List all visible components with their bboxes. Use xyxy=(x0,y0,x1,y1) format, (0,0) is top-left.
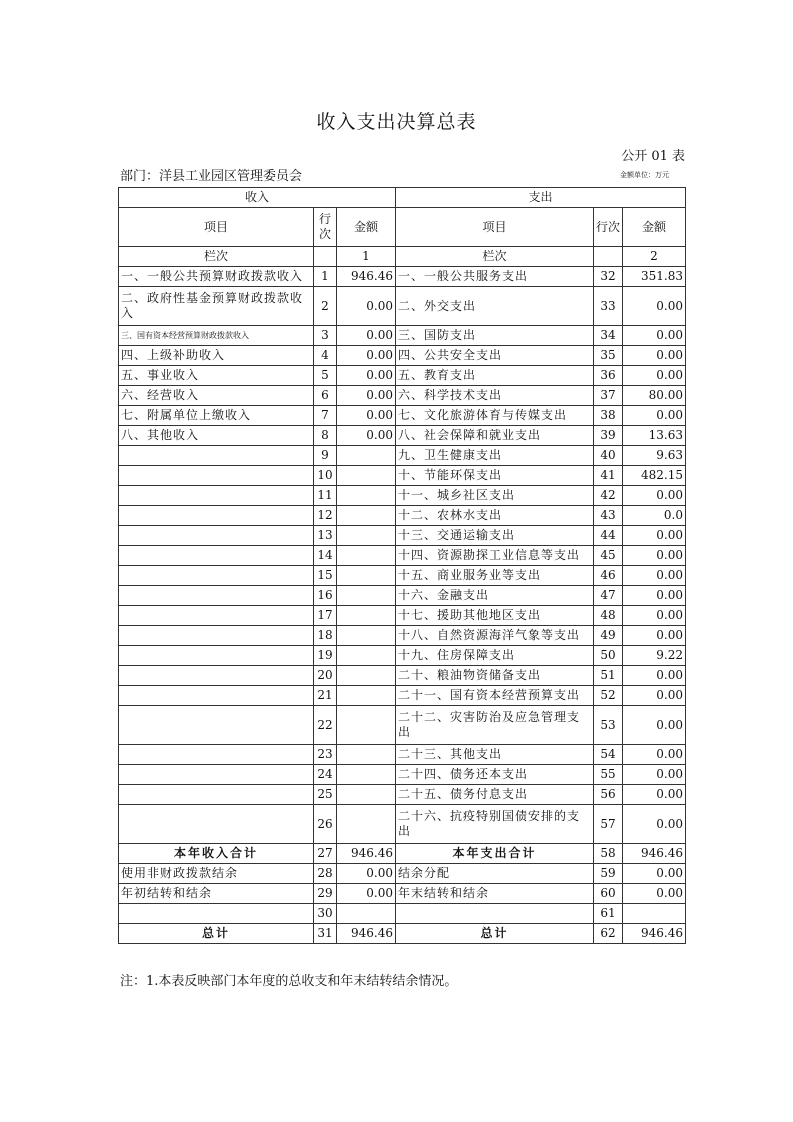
expense-amount: 946.46 xyxy=(623,924,686,944)
table-row xyxy=(119,706,686,745)
expense-line-number: 37 xyxy=(594,386,623,406)
income-line-number: 25 xyxy=(314,785,337,805)
expense-line-number: 34 xyxy=(594,326,623,346)
income-line-number: 19 xyxy=(314,646,337,666)
expense-item-name: 十九、住房保障支出 xyxy=(396,646,594,666)
expense-item-name: 三、国防支出 xyxy=(396,326,594,346)
income-amount xyxy=(337,646,396,666)
expense-amount: 9.63 xyxy=(623,446,686,466)
expense-item-name: 七、文化旅游体育与传媒支出 xyxy=(396,406,594,426)
expense-item-name: 六、科学技术支出 xyxy=(396,386,594,406)
expense-line-number: 58 xyxy=(594,844,623,864)
income-amount xyxy=(337,745,396,765)
expense-item-name: 十七、援助其他地区支出 xyxy=(396,606,594,626)
expense-line-number: 59 xyxy=(594,864,623,884)
expense-item-name: 二十六、抗疫特别国债安排的支出 xyxy=(396,805,594,844)
column-number-row xyxy=(119,247,686,267)
income-amount xyxy=(337,586,396,606)
expense-item-name: 十二、农林水支出 xyxy=(396,506,594,526)
income-line-number: 9 xyxy=(314,446,337,466)
table-row xyxy=(119,426,686,446)
income-line-number: 23 xyxy=(314,745,337,765)
income-item-name xyxy=(119,466,314,486)
income-amount xyxy=(337,606,396,626)
expense-line-number: 32 xyxy=(594,267,623,287)
table-row xyxy=(119,864,686,884)
expense-amount xyxy=(623,904,686,924)
income-item-name: 年初结转和结余 xyxy=(119,884,314,904)
income-line-number: 13 xyxy=(314,526,337,546)
page-title: 收入支出决算总表 xyxy=(316,111,477,133)
expense-line-number: 45 xyxy=(594,546,623,566)
table-row xyxy=(119,366,686,386)
empty-cell xyxy=(314,247,337,267)
expense-amount: 0.00 xyxy=(623,785,686,805)
income-line-number: 18 xyxy=(314,626,337,646)
income-amount xyxy=(337,446,396,466)
income-line-number: 30 xyxy=(314,904,337,924)
column-number: 1 xyxy=(337,247,396,267)
expense-amount-header: 金额 xyxy=(623,208,686,247)
income-line-number: 15 xyxy=(314,566,337,586)
income-item-header: 项目 xyxy=(119,208,314,247)
expense-item-name: 十六、金融支出 xyxy=(396,586,594,606)
income-amount xyxy=(337,666,396,686)
expense-item-name: 本年支出合计 xyxy=(396,844,594,864)
income-line-number: 16 xyxy=(314,586,337,606)
table-row xyxy=(119,785,686,805)
income-amount xyxy=(337,626,396,646)
income-amount: 0.00 xyxy=(337,287,396,326)
income-item-name xyxy=(119,446,314,466)
expense-amount: 482.15 xyxy=(623,466,686,486)
income-amount xyxy=(337,546,396,566)
table-row xyxy=(119,686,686,706)
expense-amount: 0.00 xyxy=(623,526,686,546)
income-amount: 0.00 xyxy=(337,426,396,446)
expense-line-number: 40 xyxy=(594,446,623,466)
table-row xyxy=(119,486,686,506)
expense-amount: 0.00 xyxy=(623,666,686,686)
income-item-name xyxy=(119,626,314,646)
expense-item-name: 十、节能环保支出 xyxy=(396,466,594,486)
expense-line-number: 61 xyxy=(594,904,623,924)
income-amount: 946.46 xyxy=(337,267,396,287)
income-item-name xyxy=(119,785,314,805)
expense-item-name: 结余分配 xyxy=(396,864,594,884)
expense-line-number: 62 xyxy=(594,924,623,944)
income-item-name: 四、上级补助收入 xyxy=(119,346,314,366)
expense-item-name: 五、教育支出 xyxy=(396,366,594,386)
income-amount: 0.00 xyxy=(337,406,396,426)
expense-item-header: 项目 xyxy=(396,208,594,247)
table-row xyxy=(119,805,686,844)
income-line-number: 27 xyxy=(314,844,337,864)
income-line-number: 20 xyxy=(314,666,337,686)
income-item-name xyxy=(119,904,314,924)
income-amount xyxy=(337,785,396,805)
expense-item-name: 二、外交支出 xyxy=(396,287,594,326)
income-item-name xyxy=(119,646,314,666)
income-line-number: 2 xyxy=(314,287,337,326)
expense-line-number: 41 xyxy=(594,466,623,486)
expense-line-number: 54 xyxy=(594,745,623,765)
expense-item-name: 九、卫生健康支出 xyxy=(396,446,594,466)
column-number: 2 xyxy=(623,247,686,267)
expense-line-number: 57 xyxy=(594,805,623,844)
table-row xyxy=(119,765,686,785)
expense-line-number: 38 xyxy=(594,406,623,426)
income-item-name xyxy=(119,805,314,844)
expense-item-name: 八、社会保障和就业支出 xyxy=(396,426,594,446)
income-line-number: 22 xyxy=(314,706,337,745)
income-item-name xyxy=(119,745,314,765)
expense-item-name: 二十三、其他支出 xyxy=(396,745,594,765)
expense-amount: 0.00 xyxy=(623,686,686,706)
income-item-name: 一、一般公共预算财政拨款收入 xyxy=(119,267,314,287)
expense-item-name: 二十五、债务付息支出 xyxy=(396,785,594,805)
table-row xyxy=(119,326,686,346)
expense-item-name: 二十四、债务还本支出 xyxy=(396,765,594,785)
total-row xyxy=(119,924,686,944)
expense-line-number: 47 xyxy=(594,586,623,606)
expense-line-number: 43 xyxy=(594,506,623,526)
income-amount xyxy=(337,566,396,586)
income-item-name xyxy=(119,686,314,706)
table-row xyxy=(119,884,686,904)
expense-line-number: 50 xyxy=(594,646,623,666)
footnote: 注：1.本表反映部门本年度的总收支和年末结转结余情况。 xyxy=(120,974,458,989)
income-line-header: 行次 xyxy=(314,208,337,247)
table-row xyxy=(119,904,686,924)
expense-amount: 0.00 xyxy=(623,366,686,386)
income-item-name: 八、其他收入 xyxy=(119,426,314,446)
income-amount: 0.00 xyxy=(337,884,396,904)
expense-item-name xyxy=(396,904,594,924)
expense-amount: 351.83 xyxy=(623,267,686,287)
income-amount: 0.00 xyxy=(337,864,396,884)
income-item-name xyxy=(119,666,314,686)
table-row xyxy=(119,466,686,486)
income-item-name xyxy=(119,526,314,546)
table-row xyxy=(119,606,686,626)
expense-amount: 80.00 xyxy=(623,386,686,406)
income-line-number: 7 xyxy=(314,406,337,426)
expense-item-name: 二十二、灾害防治及应急管理支出 xyxy=(396,706,594,745)
table-row xyxy=(119,386,686,406)
expense-item-name: 年末结转和结余 xyxy=(396,884,594,904)
table-row xyxy=(119,446,686,466)
income-line-number: 28 xyxy=(314,864,337,884)
income-amount: 0.00 xyxy=(337,326,396,346)
subtotal-row xyxy=(119,844,686,864)
table-row xyxy=(119,566,686,586)
table-row xyxy=(119,506,686,526)
table-row xyxy=(119,745,686,765)
income-line-number: 12 xyxy=(314,506,337,526)
income-item-name xyxy=(119,486,314,506)
income-item-name: 五、事业收入 xyxy=(119,366,314,386)
income-amount: 946.46 xyxy=(337,844,396,864)
income-item-name: 二、政府性基金预算财政拨款收入 xyxy=(119,287,314,326)
expense-amount: 0.00 xyxy=(623,864,686,884)
expense-line-number: 52 xyxy=(594,686,623,706)
expense-amount: 0.00 xyxy=(623,884,686,904)
income-item-name xyxy=(119,566,314,586)
table-row xyxy=(119,346,686,366)
table-row xyxy=(119,666,686,686)
income-line-number: 10 xyxy=(314,466,337,486)
income-line-number: 5 xyxy=(314,366,337,386)
expense-item-name: 二十一、国有资本经营预算支出 xyxy=(396,686,594,706)
table-row xyxy=(119,267,686,287)
income-line-number: 29 xyxy=(314,884,337,904)
expense-item-name: 十八、自然资源海洋气象等支出 xyxy=(396,626,594,646)
income-amount: 0.00 xyxy=(337,366,396,386)
income-line-number: 4 xyxy=(314,346,337,366)
expense-amount: 0.00 xyxy=(623,805,686,844)
empty-cell xyxy=(594,247,623,267)
income-item-name: 使用非财政拨款结余 xyxy=(119,864,314,884)
expense-section-header: 支出 xyxy=(396,188,686,208)
income-item-name: 总计 xyxy=(119,924,314,944)
expense-amount: 946.46 xyxy=(623,844,686,864)
column-header-row xyxy=(119,208,686,247)
income-line-number: 14 xyxy=(314,546,337,566)
expense-amount: 0.0 xyxy=(623,506,686,526)
income-amount xyxy=(337,805,396,844)
expense-line-number: 46 xyxy=(594,566,623,586)
expense-item-name: 十三、交通运输支出 xyxy=(396,526,594,546)
table-row xyxy=(119,526,686,546)
expense-amount: 9.22 xyxy=(623,646,686,666)
expense-line-number: 56 xyxy=(594,785,623,805)
income-amount xyxy=(337,765,396,785)
expense-amount: 0.00 xyxy=(623,706,686,745)
expense-amount: 0.00 xyxy=(623,346,686,366)
expense-amount: 0.00 xyxy=(623,626,686,646)
income-section-header: 收入 xyxy=(119,188,396,208)
income-amount xyxy=(337,506,396,526)
expense-item-name: 一、一般公共服务支出 xyxy=(396,267,594,287)
table-row xyxy=(119,586,686,606)
income-expense-table xyxy=(118,187,686,944)
income-line-number: 31 xyxy=(314,924,337,944)
income-amount xyxy=(337,466,396,486)
expense-amount: 0.00 xyxy=(623,606,686,626)
expense-line-number: 49 xyxy=(594,626,623,646)
table-row xyxy=(119,406,686,426)
income-item-name xyxy=(119,546,314,566)
expense-line-number: 55 xyxy=(594,765,623,785)
income-item-name xyxy=(119,586,314,606)
expense-amount: 0.00 xyxy=(623,566,686,586)
income-line-number: 24 xyxy=(314,765,337,785)
income-amount xyxy=(337,686,396,706)
income-amount xyxy=(337,706,396,745)
expense-line-number: 48 xyxy=(594,606,623,626)
expense-amount: 0.00 xyxy=(623,745,686,765)
expense-item-name: 十四、资源勘探工业信息等支出 xyxy=(396,546,594,566)
income-amount xyxy=(337,526,396,546)
income-amount: 946.46 xyxy=(337,924,396,944)
income-amount xyxy=(337,904,396,924)
income-item-name: 三、国有资本经营预算财政拨款收入 xyxy=(119,326,314,346)
income-amount-header: 金额 xyxy=(337,208,396,247)
income-line-number: 21 xyxy=(314,686,337,706)
expense-amount: 0.00 xyxy=(623,586,686,606)
expense-amount: 0.00 xyxy=(623,287,686,326)
income-amount: 0.00 xyxy=(337,386,396,406)
expense-amount: 0.00 xyxy=(623,546,686,566)
expense-item-name: 总计 xyxy=(396,924,594,944)
expense-line-number: 42 xyxy=(594,486,623,506)
income-item-name: 七、附属单位上缴收入 xyxy=(119,406,314,426)
unit-label: 金额单位：万元 xyxy=(620,171,669,179)
table-row xyxy=(119,626,686,646)
expense-amount: 13.63 xyxy=(623,426,686,446)
expense-line-number: 35 xyxy=(594,346,623,366)
expense-item-name: 四、公共安全支出 xyxy=(396,346,594,366)
table-row xyxy=(119,546,686,566)
expense-item-name: 二十、粮油物资储备支出 xyxy=(396,666,594,686)
income-item-name: 六、经营收入 xyxy=(119,386,314,406)
table-row xyxy=(119,287,686,326)
income-line-number: 26 xyxy=(314,805,337,844)
expense-line-number: 36 xyxy=(594,366,623,386)
income-line-number: 1 xyxy=(314,267,337,287)
income-item-name xyxy=(119,706,314,745)
table-row xyxy=(119,646,686,666)
expense-line-number: 60 xyxy=(594,884,623,904)
expense-item-name: 十五、商业服务业等支出 xyxy=(396,566,594,586)
expense-amount: 0.00 xyxy=(623,486,686,506)
expense-amount: 0.00 xyxy=(623,326,686,346)
expense-amount: 0.00 xyxy=(623,765,686,785)
income-line-number: 3 xyxy=(314,326,337,346)
income-amount xyxy=(337,486,396,506)
row-label: 栏次 xyxy=(396,247,594,267)
income-amount: 0.00 xyxy=(337,346,396,366)
expense-item-name: 十一、城乡社区支出 xyxy=(396,486,594,506)
section-header-row xyxy=(119,188,686,208)
department-label: 部门：洋县工业园区管理委员会 xyxy=(120,169,303,184)
expense-line-number: 33 xyxy=(594,287,623,326)
income-line-number: 11 xyxy=(314,486,337,506)
expense-line-header: 行次 xyxy=(594,208,623,247)
income-item-name xyxy=(119,765,314,785)
row-label: 栏次 xyxy=(119,247,314,267)
income-line-number: 17 xyxy=(314,606,337,626)
income-item-name: 本年收入合计 xyxy=(119,844,314,864)
income-item-name xyxy=(119,606,314,626)
expense-line-number: 51 xyxy=(594,666,623,686)
expense-amount: 0.00 xyxy=(623,406,686,426)
expense-line-number: 44 xyxy=(594,526,623,546)
expense-line-number: 53 xyxy=(594,706,623,745)
income-item-name xyxy=(119,506,314,526)
expense-line-number: 39 xyxy=(594,426,623,446)
income-line-number: 6 xyxy=(314,386,337,406)
form-number: 公开 01 表 xyxy=(621,149,685,164)
income-line-number: 8 xyxy=(314,426,337,446)
